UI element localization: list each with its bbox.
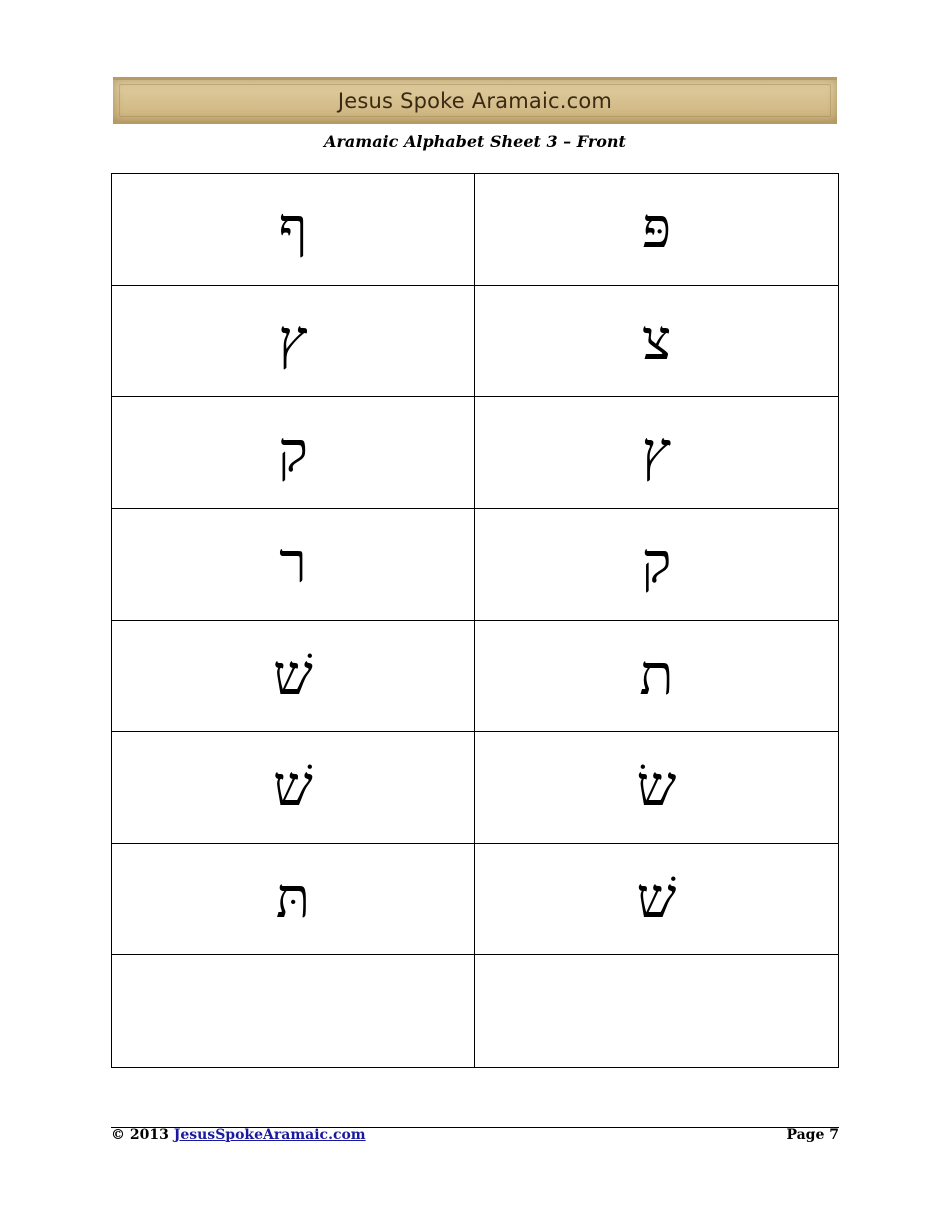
letter-card: ק (112, 397, 475, 509)
banner-title: Jesus Spoke Aramaic.com (337, 89, 613, 113)
letter-card: שׁ (112, 732, 475, 844)
letter-card: שׂ (475, 732, 838, 844)
letter-card: פּ (475, 174, 838, 286)
letter-card: ק (475, 509, 838, 621)
letter-card: ץ (475, 397, 838, 509)
site-link[interactable]: JesusSpokeAramaic.com (173, 1127, 366, 1143)
letter-card: תּ (112, 844, 475, 956)
footer-copyright (111, 1127, 366, 1143)
letter-card: ץ (112, 286, 475, 398)
flashcard-grid (111, 173, 839, 1068)
copyright-text: © 2013 (111, 1127, 169, 1143)
sheet-title: Aramaic Alphabet Sheet 3 – Front (324, 132, 626, 151)
page-number: Page 7 (786, 1127, 839, 1143)
empty-card (475, 955, 838, 1067)
letter-card: צ (475, 286, 838, 398)
empty-card (112, 955, 475, 1067)
letter-card: ר (112, 509, 475, 621)
letter-card: ת (475, 621, 838, 733)
letter-card: ף (112, 174, 475, 286)
site-banner (113, 77, 837, 124)
letter-card: שׁ (112, 621, 475, 733)
letter-card: שׁ (475, 844, 838, 956)
